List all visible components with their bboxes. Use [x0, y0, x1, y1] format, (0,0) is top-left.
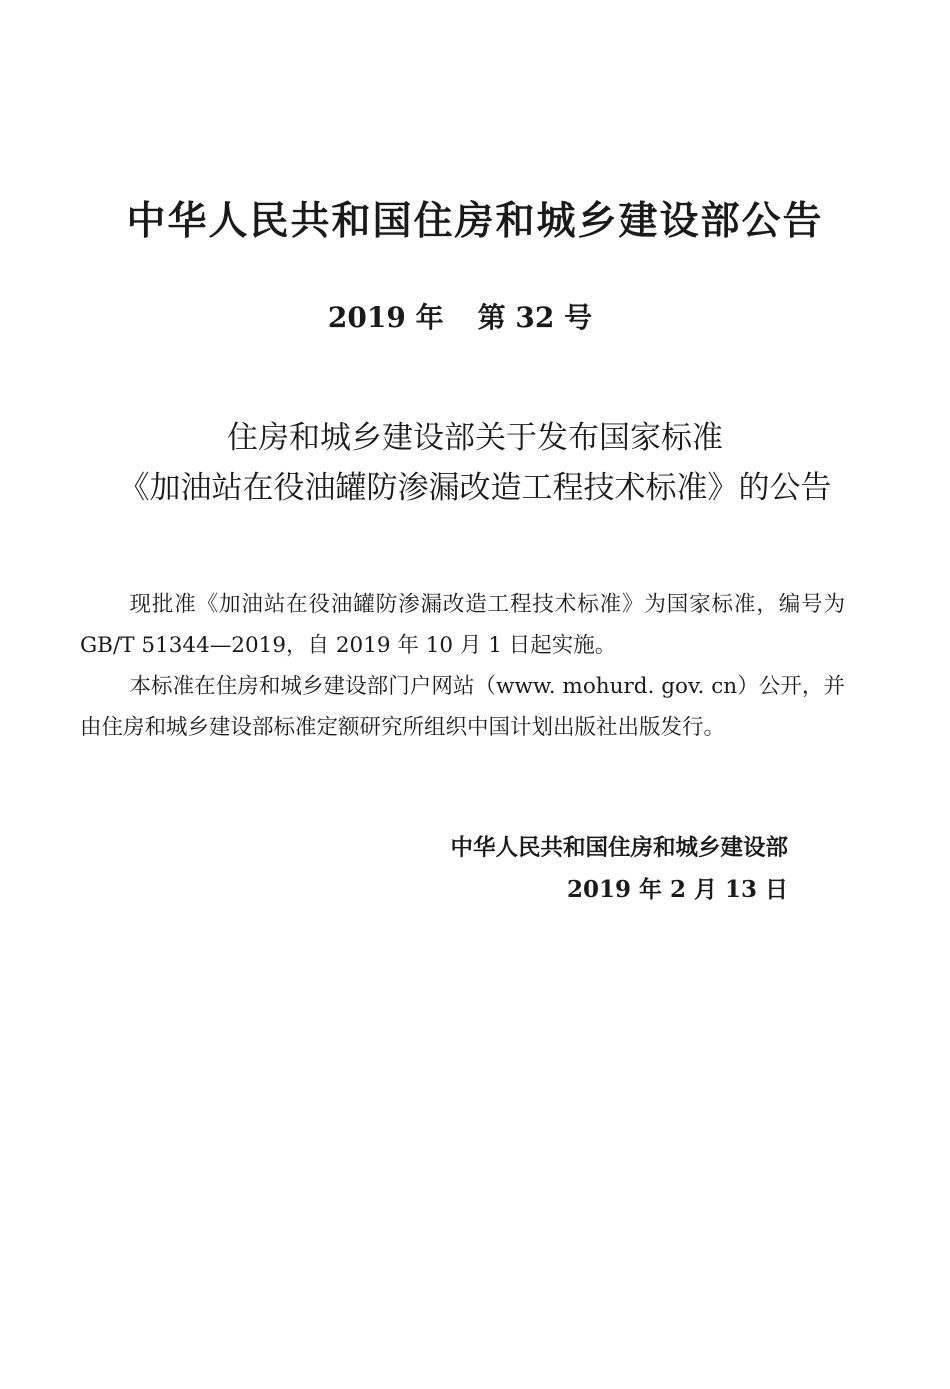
notice-number [0, 298, 920, 338]
announcement-title-line2: 《加油站在役油罐防渗漏改造工程技术标准》的公告 [118, 470, 832, 506]
announcement-title [0, 413, 950, 513]
paragraph-text: 本标准在住房和城乡建设部门户网站（www. mohurd. gov. cn）公开，并由住房和城乡建设部标准定额研究所组织中国计划出版社出版发行。 [80, 674, 845, 740]
notice-sequence: 第 32 号 [477, 301, 593, 334]
body-paragraph-approval [80, 584, 845, 666]
announcement-title-line1: 住房和城乡建设部关于发布国家标准 [227, 420, 723, 456]
issue-date: 2019 年 2 月 13 日 [566, 876, 788, 903]
paragraph-text: 现批准《加油站在役油罐防渗漏改造工程技术标准》为国家标准，编号为 GB/T 51344—2019，自 2019 年 10 月 1 日起实施。 [80, 592, 845, 658]
notice-year: 2019 年 [327, 301, 444, 334]
body-paragraph-publication [80, 666, 845, 748]
authority-title: 中华人民共和国住房和城乡建设部公告 [126, 199, 824, 244]
issuer-signature: 中华人民共和国住房和城乡建设部 [450, 835, 788, 861]
